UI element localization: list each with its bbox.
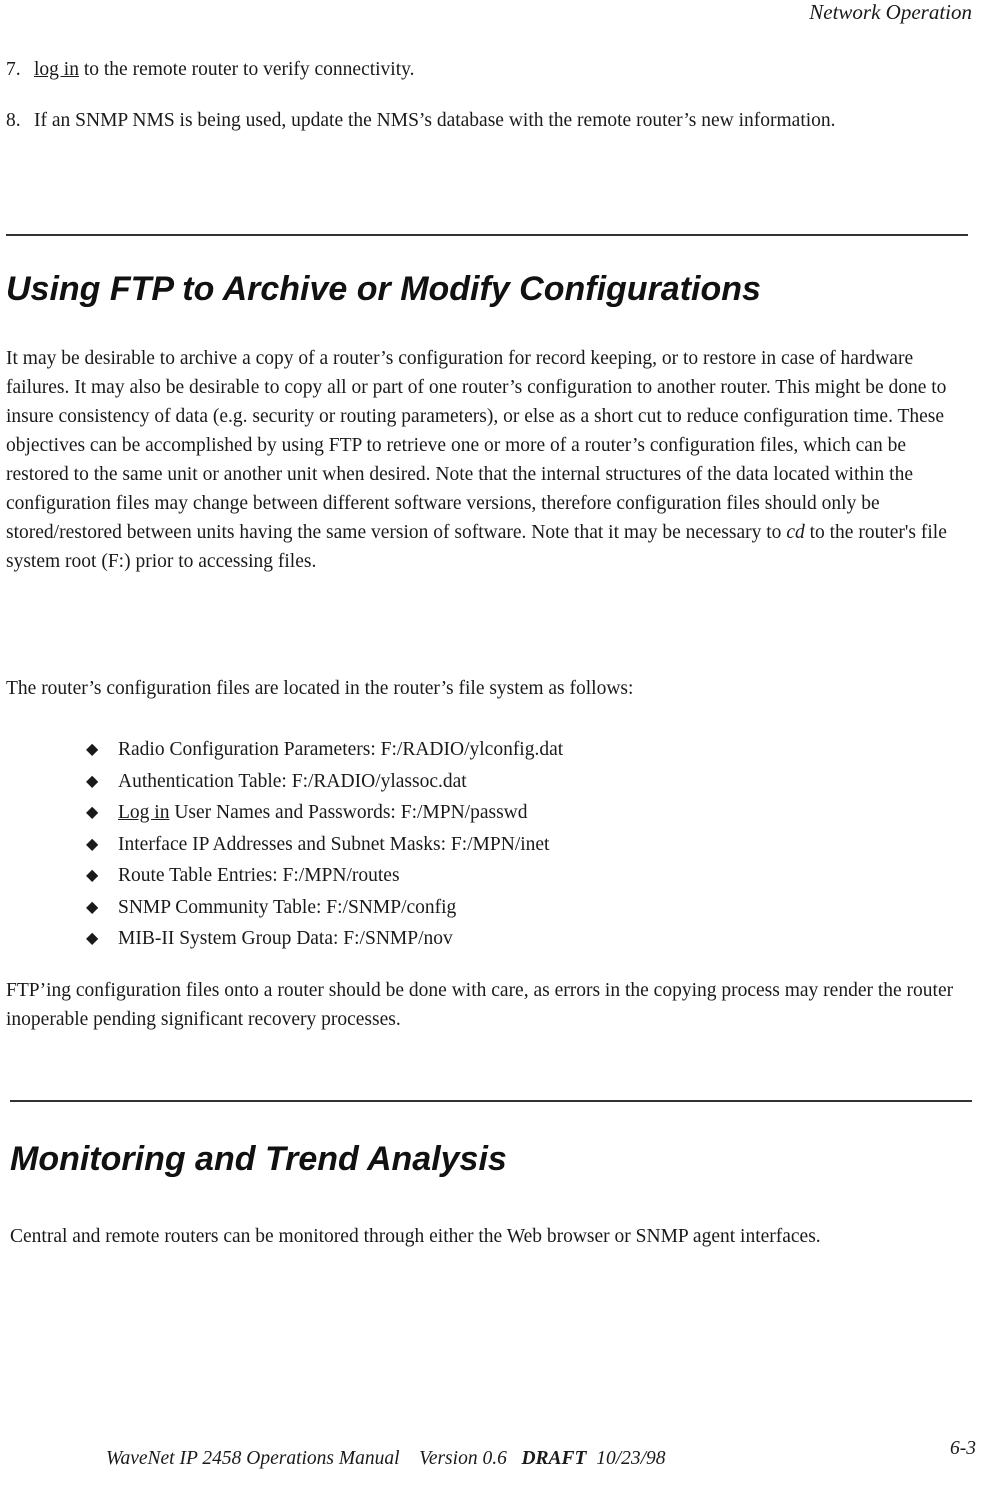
diamond-bullet-icon: ◆ (86, 741, 99, 758)
paragraph-text: to the router's file system root (F:) prior to accessing files. (6, 522, 947, 572)
diamond-bullet-icon: ◆ (86, 898, 99, 916)
diamond-bullet-icon: ◆ (86, 804, 99, 821)
diamond-bullet-icon: ◆ (86, 772, 99, 790)
draft-label: DRAFT (521, 1448, 587, 1469)
ftp-intro-paragraph (6, 344, 962, 576)
config-file-list (86, 734, 946, 955)
step-8 (6, 106, 926, 135)
cd-command: cd (786, 522, 805, 543)
step-number: 8. (6, 110, 21, 131)
diamond-bullet-icon: ◆ (86, 930, 99, 947)
diamond-bullet-icon: ◆ (86, 835, 99, 853)
list-item: ◆ Route Table Entries: F:/MPN/routes (86, 860, 946, 892)
list-item: ◆ Interface IP Addresses and Subnet Masks: F:/MPN/inet (86, 829, 946, 861)
section-heading-monitoring: Monitoring and Trend Analysis (10, 1140, 507, 1178)
log-in-link: Log in (118, 802, 170, 823)
list-item: ◆ Log in User Names and Passwords: F:/MPN/passwd (86, 797, 946, 829)
list-item: ◆ Radio Configuration Parameters: F:/RADIO/ylconfig.dat (86, 734, 946, 766)
manual-title: WaveNet IP 2458 Operations Manual (106, 1448, 400, 1469)
section-heading-ftp: Using FTP to Archive or Modify Configurations (6, 270, 761, 308)
diamond-bullet-icon: ◆ (86, 867, 99, 884)
file-location-intro: The router’s configuration files are located in the router’s file system as follows: (6, 678, 634, 699)
page-footer (106, 1448, 666, 1470)
step-text: to the remote router to verify connectivity. (78, 59, 415, 80)
list-item: ◆ MIB-II System Group Data: F:/SNMP/nov (86, 923, 946, 955)
step-number: 7. (6, 59, 21, 80)
ftp-caution-paragraph: FTP’ing configuration files onto a router should be done with care, as errors in the copying process may render the router inoperable pending significant recovery processes. (6, 980, 954, 1030)
paragraph-text: It may be desirable to archive a copy of a router’s configuration for record keeping, or to restore in case of hardware failures. It may also be desirable to copy all or part of one router’s configuration to another router. This might be done to insure consistency of data (e.g. security or routing parameters), or else as a short cut to reduce configuration time. These objectives can be accomplished by using FTP to retrieve one or more of a router’s configuration files, which can be restored to the same unit or another unit when desired. Note that the internal structures of the data located within the configuration files may change between different software versions, therefore configuration files should only be stored/restored between units having the same version of software. Note that it may be necessary to (6, 348, 947, 543)
version-label: Version 0.6 (419, 1448, 507, 1469)
running-header: Network Operation (809, 0, 972, 24)
footer-date: 10/23/98 (596, 1448, 666, 1469)
list-item: ◆ Authentication Table: F:/RADIO/ylassoc.dat (86, 766, 946, 798)
step-text: If an SNMP NMS is being used, update the NMS’s database with the remote router’s new information. (34, 110, 836, 131)
section-divider (10, 1100, 972, 1102)
list-item: ◆ SNMP Community Table: F:/SNMP/config (86, 892, 946, 924)
monitoring-paragraph: Central and remote routers can be monitored through either the Web browser or SNMP agent interfaces. (10, 1226, 821, 1247)
step-7 (6, 55, 946, 84)
page-number: 6-3 (950, 1438, 976, 1459)
section-divider (6, 234, 968, 236)
log-in-link: log in (34, 59, 79, 80)
